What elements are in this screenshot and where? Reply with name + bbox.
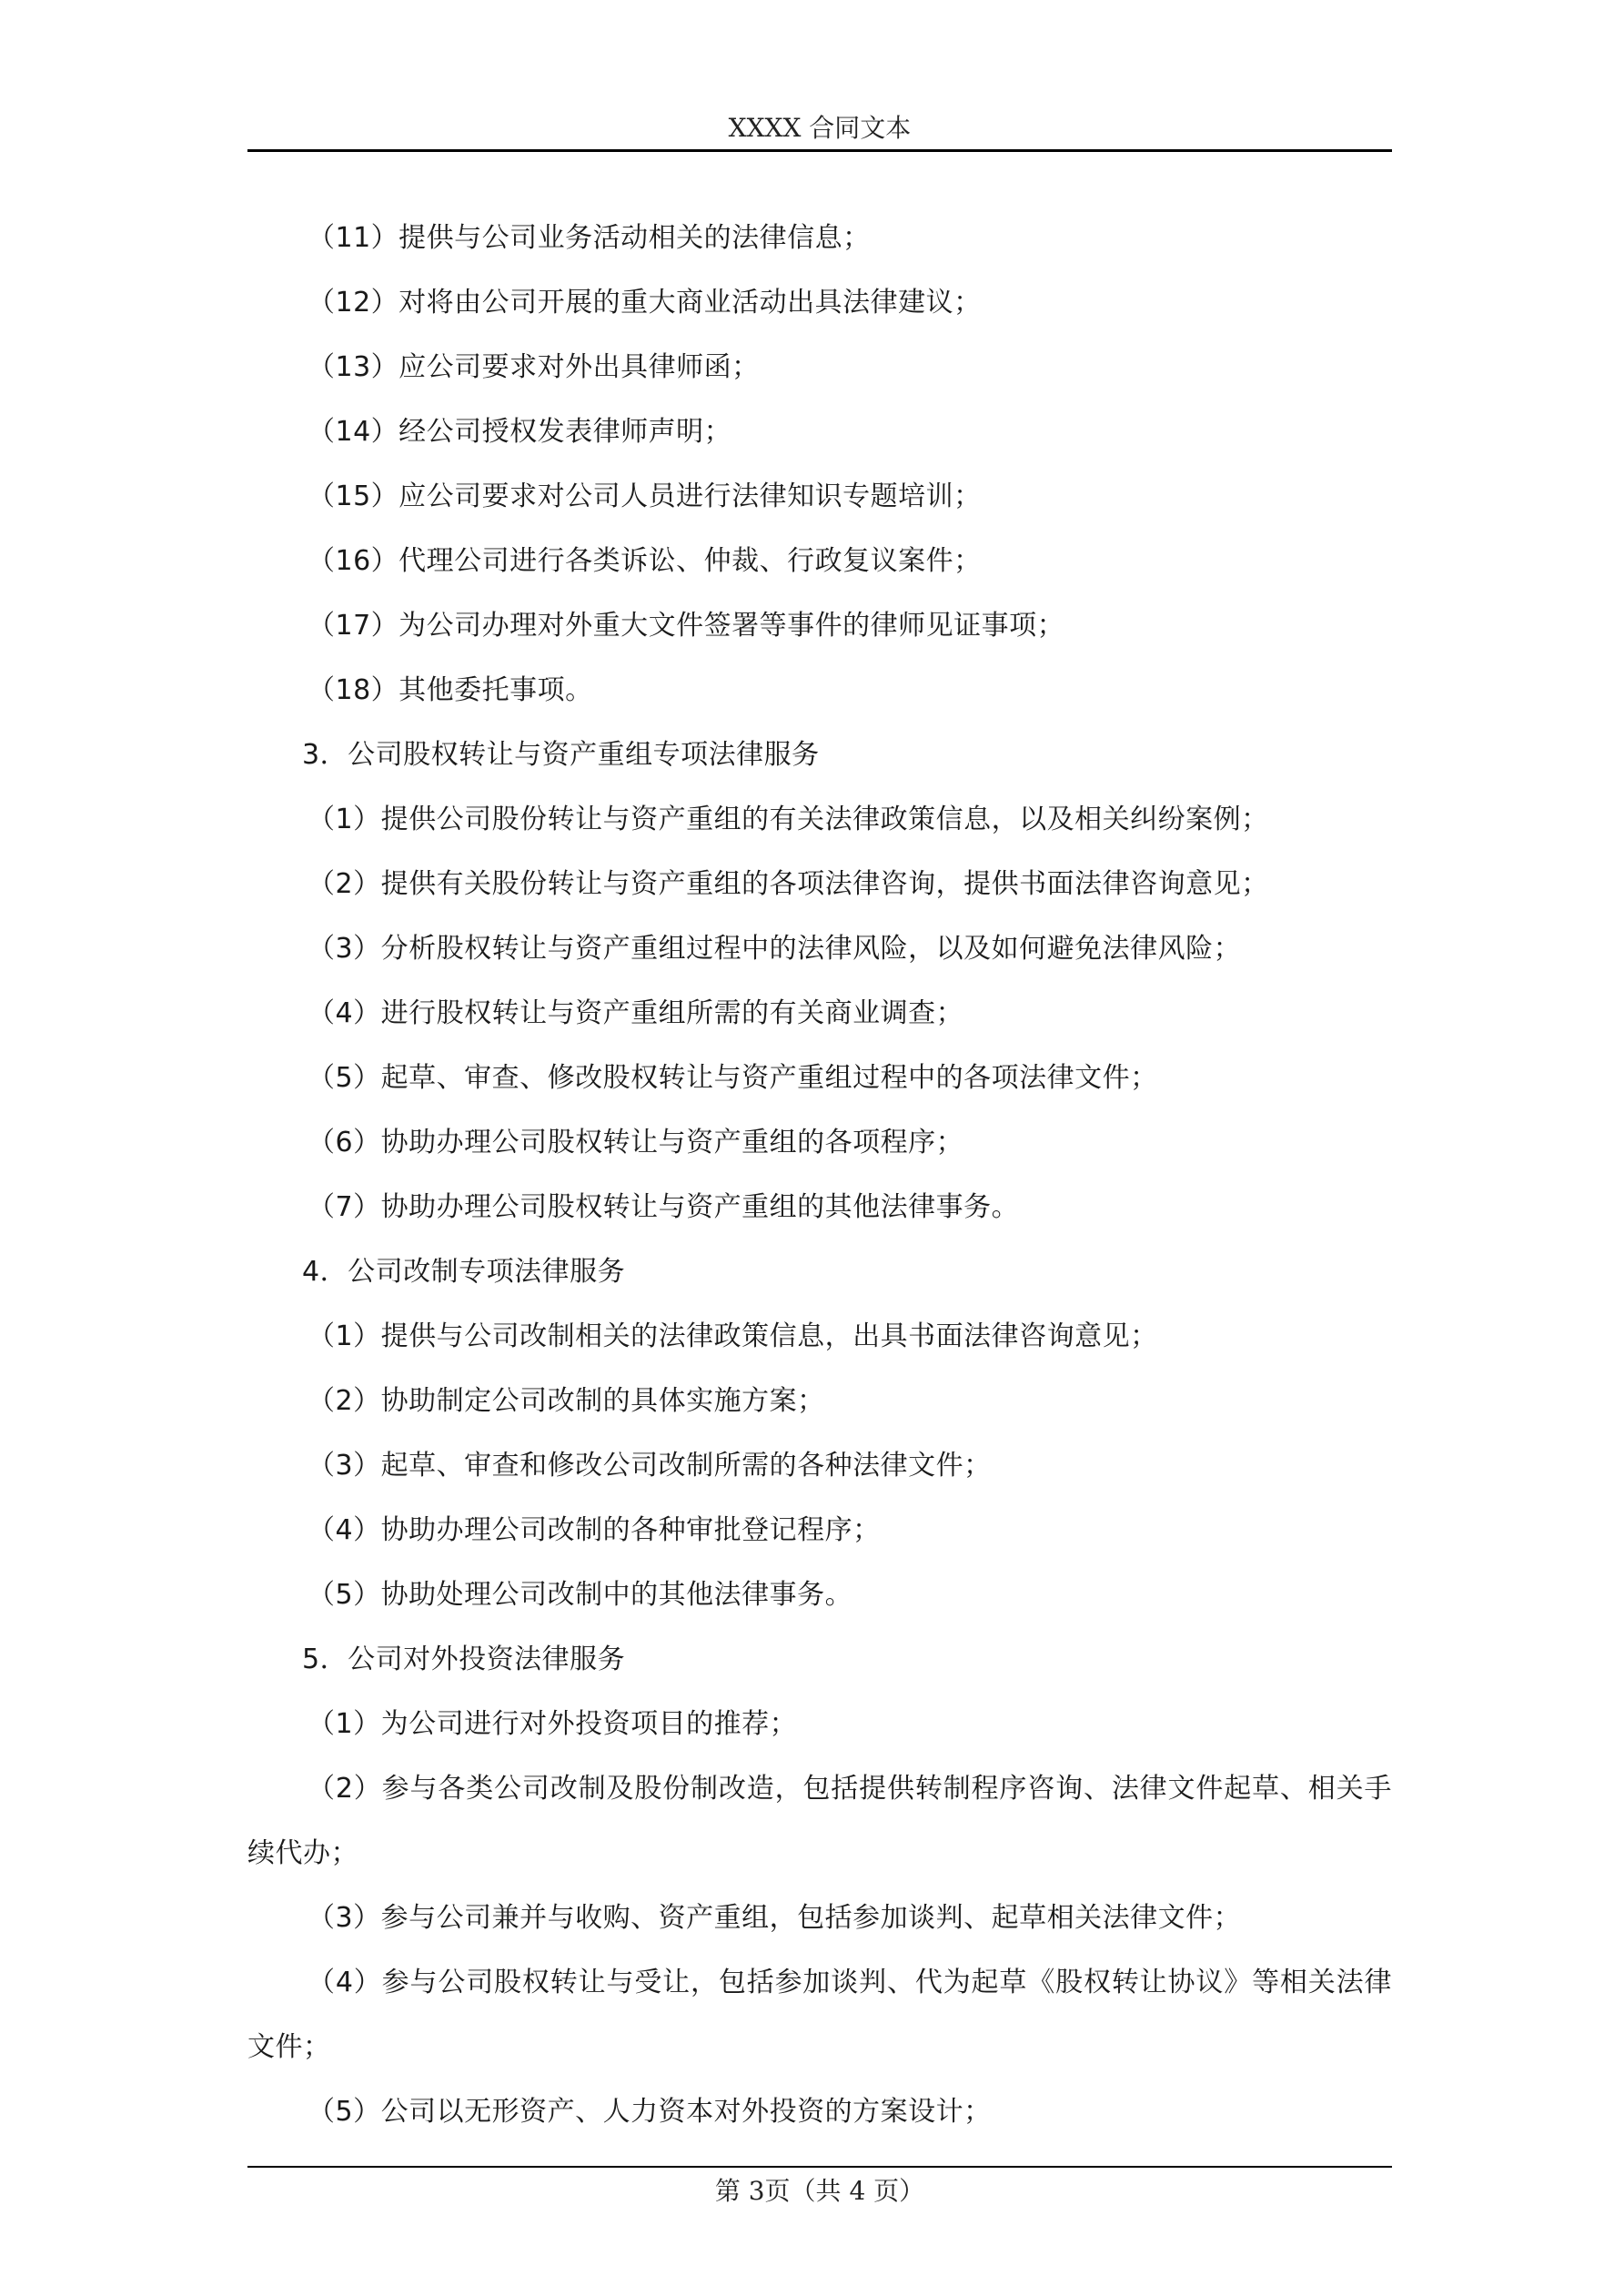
list-item: （4）协助办理公司改制的各种审批登记程序； bbox=[308, 1514, 881, 1546]
list-item: （2）协助制定公司改制的具体实施方案； bbox=[308, 1385, 825, 1417]
list-item: （5）起草、审查、修改股权转让与资产重组过程中的各项法律文件； bbox=[308, 1062, 1158, 1094]
list-item: （3）分析股权转让与资产重组过程中的法律风险，以及如何避免法律风险； bbox=[308, 933, 1242, 965]
section-3-heading: 3．公司股权转让与资产重组专项法律服务 bbox=[302, 739, 820, 771]
list-item: （3）起草、审查和修改公司改制所需的各种法律文件； bbox=[308, 1450, 992, 1482]
page-body bbox=[247, 206, 1392, 2144]
list-item: （13）应公司要求对外出具律师函； bbox=[308, 351, 760, 383]
list-item: （2）提供有关股份转让与资产重组的各项法律咨询，提供书面法律咨询意见； bbox=[308, 868, 1269, 900]
list-item: （5）协助处理公司改制中的其他法律事务。 bbox=[308, 1579, 853, 1611]
list-item: （11）提供与公司业务活动相关的法律信息； bbox=[308, 222, 871, 254]
list-item-wrapped: （2）参与各类公司改制及股份制改造，包括提供转制程序咨询、法律文件起草、相关手续代办； bbox=[247, 1773, 1392, 1869]
list-item: （17）为公司办理对外重大文件签署等事件的律师见证事项； bbox=[308, 610, 1065, 642]
list-item: （3）参与公司兼并与收购、资产重组，包括参加谈判、起草相关法律文件； bbox=[308, 1902, 1242, 1934]
list-item: （6）协助办理公司股权转让与资产重组的各项程序； bbox=[308, 1127, 964, 1158]
footer-divider bbox=[247, 2166, 1392, 2168]
list-item: （1）为公司进行对外投资项目的推荐； bbox=[308, 1708, 798, 1740]
list-item: （7）协助办理公司股权转让与资产重组的其他法律事务。 bbox=[308, 1191, 1020, 1223]
section-4-heading: 4．公司改制专项法律服务 bbox=[302, 1256, 626, 1288]
list-item: （5）公司以无形资产、人力资本对外投资的方案设计； bbox=[308, 2096, 992, 2128]
section-5-heading: 5．公司对外投资法律服务 bbox=[302, 1644, 626, 1675]
list-item: （16）代理公司进行各类诉讼、仲裁、行政复议案件； bbox=[308, 545, 982, 577]
list-item: （15）应公司要求对公司人员进行法律知识专题培训； bbox=[308, 480, 982, 512]
document-header-title: XXXX 合同文本 bbox=[728, 113, 912, 143]
list-item: （1）提供公司股份转让与资产重组的有关法律政策信息，以及相关纠纷案例； bbox=[308, 804, 1269, 835]
list-item: （1）提供与公司改制相关的法律政策信息，出具书面法律咨询意见； bbox=[308, 1320, 1158, 1352]
list-item: （12）对将由公司开展的重大商业活动出具法律建议； bbox=[308, 287, 982, 319]
list-item: （4）进行股权转让与资产重组所需的有关商业调查； bbox=[308, 997, 964, 1029]
list-item: （14）经公司授权发表律师声明； bbox=[308, 416, 732, 448]
header-divider bbox=[247, 149, 1392, 152]
page-number: 第 3页（共 4 页） bbox=[714, 2176, 925, 2206]
list-item-wrapped: （4）参与公司股权转让与受让，包括参加谈判、代为起草《股权转让协议》等相关法律文件； bbox=[247, 1967, 1392, 2063]
list-item: （18）其他委托事项。 bbox=[308, 674, 593, 706]
